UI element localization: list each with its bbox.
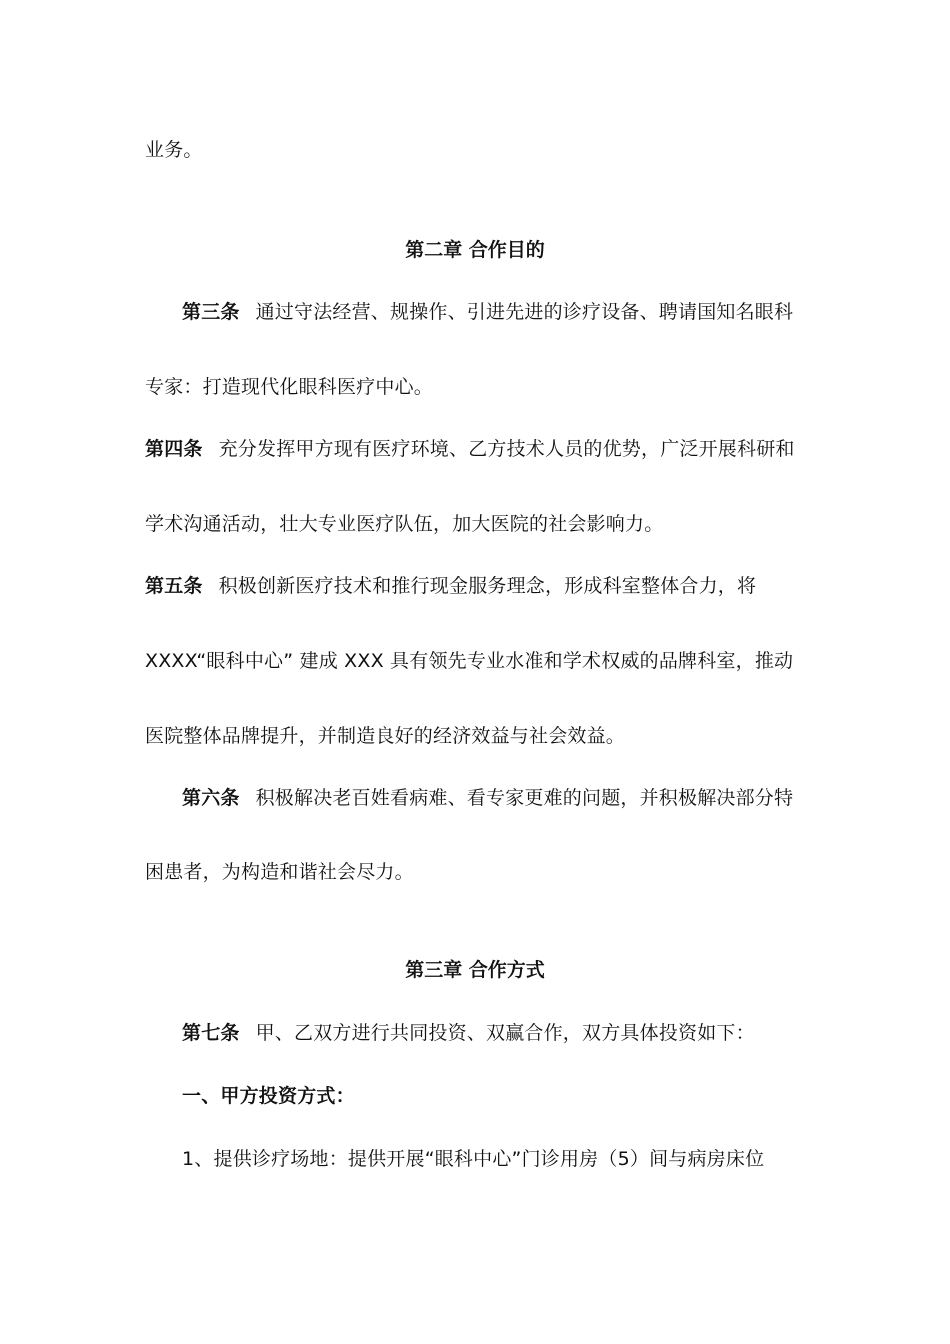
article-label: 第六条 [182, 787, 240, 809]
article-label: 第四条 [145, 438, 203, 460]
article-7 [182, 1021, 755, 1045]
article-text: 甲、乙双方进行共同投资、双赢合作，双方具体投资如下： [255, 1022, 755, 1044]
article-4 [145, 437, 795, 461]
article-text: 充分发挥甲方现有医疗环境、乙方技术人员的优势，广泛开展科研和 [218, 438, 795, 460]
article-label: 第五条 [145, 575, 203, 597]
text-line: 专家：打造现代化眼科医疗中心。 [145, 376, 434, 398]
article-6 [182, 786, 793, 810]
article-5 [145, 574, 756, 598]
article-3 [182, 300, 793, 324]
text-line: 学术沟通活动，壮大专业医疗队伍，加大医院的社会影响力。 [145, 513, 664, 535]
text-line: 1、提供诊疗场地：提供开展“眼科中心”门诊用房（5）间与病房床位 [182, 1148, 765, 1170]
article-text: 积极创新医疗技术和推行现金服务理念，形成科室整体合力，将 [218, 575, 757, 597]
text-line: 业务。 [145, 139, 203, 161]
section-heading-jiafang: 一、甲方投资方式： [182, 1085, 355, 1107]
article-text: 积极解决老百姓看病难、看专家更难的问题，并积极解决部分特 [255, 787, 794, 809]
chapter-heading-2: 第二章 合作目的 [405, 239, 545, 261]
text-line: 困患者，为构造和谐社会尽力。 [145, 861, 414, 883]
article-text: 通过守法经营、规操作、引进先进的诊疗设备、聘请国知名眼科 [255, 301, 794, 323]
chapter-heading-3: 第三章 合作方式 [405, 959, 545, 981]
article-label: 第七条 [182, 1022, 240, 1044]
article-label: 第三条 [182, 301, 240, 323]
text-line: 医院整体品牌提升，并制造良好的经济效益与社会效益。 [145, 725, 626, 747]
text-line: XXXX“眼科中心” 建成 XXX 具有领先专业水准和学术权威的品牌科室，推动 [145, 650, 794, 672]
